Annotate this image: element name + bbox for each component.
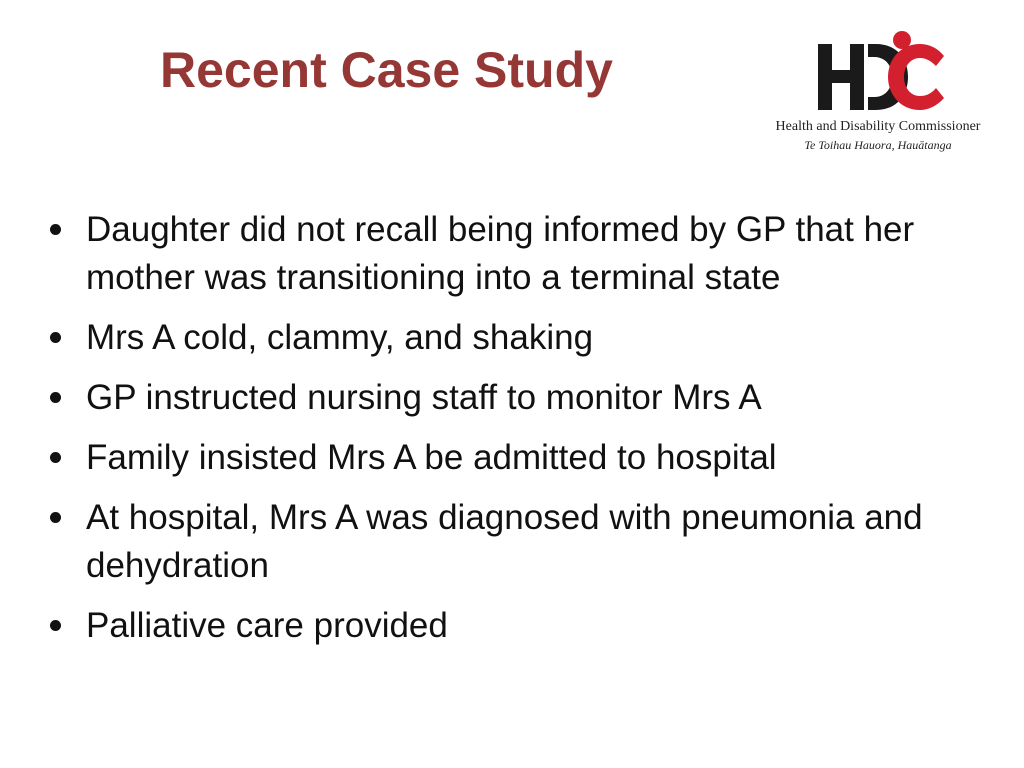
bullet-text: GP instructed nursing staff to monitor Mrs A [86, 378, 762, 417]
bullet-item [48, 494, 948, 590]
bullet-text: Daughter did not recall being informed by GP that her mother was transitioning into a terminal state [86, 210, 915, 297]
bullet-dot [50, 392, 61, 403]
bullet-dot [50, 224, 61, 235]
slide-title: Recent Case Study [160, 42, 613, 98]
bullet-item [48, 206, 948, 302]
bullet-dot [50, 512, 61, 523]
logo-h-right-stem [850, 44, 864, 110]
bullet-text: Mrs A cold, clammy, and shaking [86, 318, 594, 357]
hdc-logo-mark [816, 30, 946, 112]
bullet-text: Family insisted Mrs A be admitted to hospital [86, 438, 777, 477]
bullet-item [48, 374, 948, 422]
bullet-dot [50, 332, 61, 343]
bullet-list [48, 206, 948, 662]
bullet-text: At hospital, Mrs A was diagnosed with pneumonia and dehydration [86, 498, 923, 585]
bullet-item [48, 602, 948, 650]
hdc-logo [760, 30, 1000, 160]
bullet-dot [50, 620, 61, 631]
bullet-text: Palliative care provided [86, 606, 448, 645]
logo-organisation-name: Health and Disability Commissioner [775, 119, 981, 134]
bullet-item [48, 434, 948, 482]
bullet-dot [50, 452, 61, 463]
logo-h-left-stem [818, 44, 832, 110]
bullet-item [48, 314, 948, 362]
logo-h-crossbar [830, 70, 852, 83]
logo-maori-subtitle: Te Toihau Hauora, Hauātanga [804, 138, 952, 152]
